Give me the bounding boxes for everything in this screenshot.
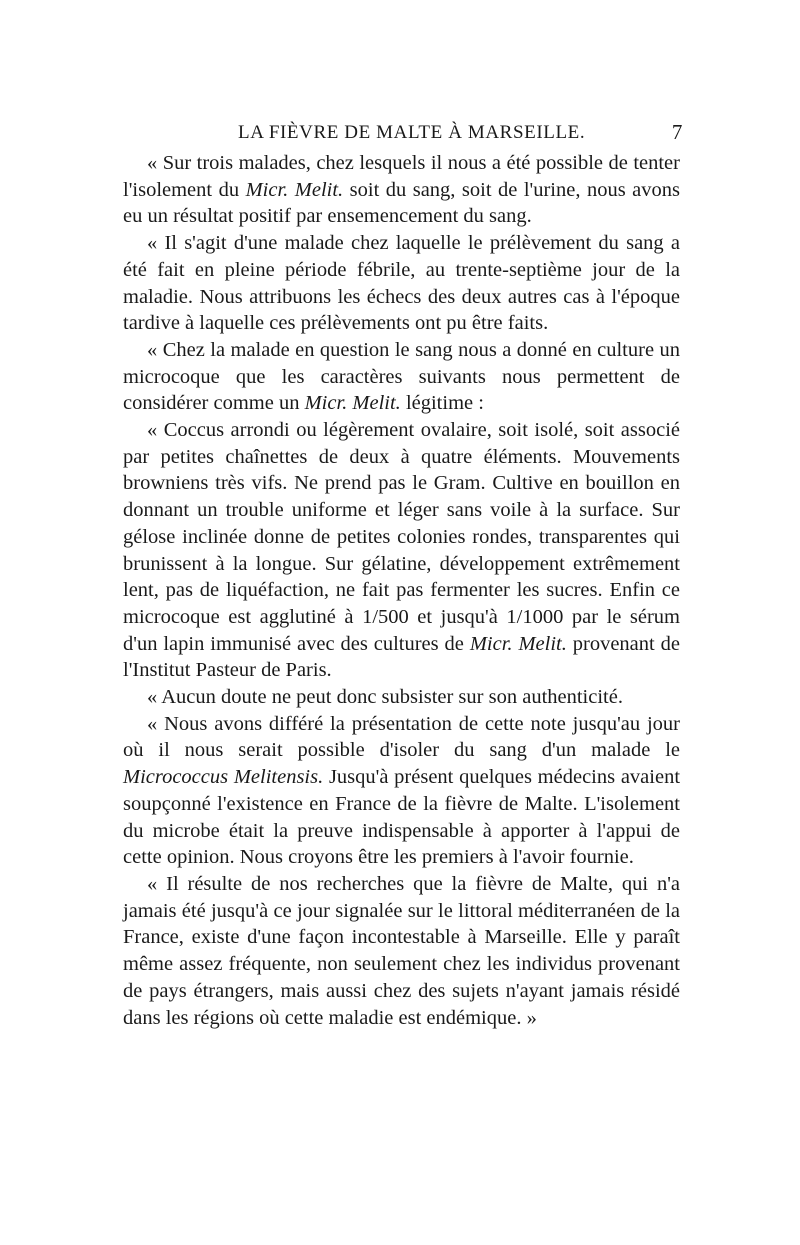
paragraph-4 xyxy=(123,417,680,684)
paragraph-4-text-b: provenant de l'Institut Pasteur de Paris. xyxy=(123,632,680,682)
paragraph-6-text-a: « Nous avons différé la présentation de cette note jusqu'au jour où il nous serait possible d'isoler du sang d'un malade le xyxy=(123,712,680,762)
running-title: LA FIÈVRE DE MALTE À MARSEILLE. xyxy=(238,122,586,143)
paragraph-1-text-a: « Sur trois malades, chez lesquels il nous a été possible de tenter l'isolement du xyxy=(123,152,680,201)
paragraph-6-species-name: Micrococcus Melitensis. xyxy=(123,766,324,789)
paragraph-3-species-name: Micr. Melit. xyxy=(304,392,401,415)
paragraph-4-text-a: « Coccus arrondi ou légèrement ovalaire, soit isolé, soit associé par petites chaînettes de deux à quatre éléments. Mouvements browniens très vifs. Ne prend pas le Gram. Cultive en bouillon en donnant un trouble uniforme et léger sans voile à la surface. Sur gélose inclinée donne de petites colonies rondes, transparentes qui brunissent à la longue. Sur gélatine, développement extrêmement lent, pas de liquéfaction, ne fait pas fermenter les sucres. Enfin ce microcoque est agglutiné à 1/500 et jusqu'à 1/1000 par le sérum d'un lapin immunisé avec des cultures de xyxy=(123,419,680,655)
running-head xyxy=(118,118,683,148)
paragraph-3-text-a: « Chez la malade en question le sang nous a donné en culture un microcoque que les caractères suivants nous permettent de considérer comme un xyxy=(123,338,680,415)
paragraph-3 xyxy=(123,337,680,417)
paragraph-4-species-name: Micr. Melit. xyxy=(469,632,567,655)
page-number: 7 xyxy=(671,120,683,144)
paragraph-1-species-name: Micr. Melit. xyxy=(245,178,344,201)
paragraph-6-text-b: Jusqu'à présent quelques médecins avaient soupçonné l'existence en France de la fièvre de Malte. L'isolement du microbe était la preuve indispensable à apporter à l'appui de cette opinion. Nous croyons être les premiers à l'avoir fournie. xyxy=(123,766,681,869)
paragraph-7: « Il résulte de nos recherches que la fièvre de Malte, qui n'a jamais été jusqu'à ce jour signalée sur le littoral méditerranéen de la France, existe d'une façon incontestable à Marseille. Elle y paraît même assez fréquente, non seulement chez les individus provenant de pays étrangers, mais aussi chez des sujets n'ayant jamais résidé dans les régions où cette maladie est endémique. » xyxy=(123,872,680,1029)
paragraph-6 xyxy=(123,711,680,871)
paragraph-2: « Il s'agit d'une malade chez laquelle le prélèvement du sang a été fait en pleine période fébrile, au trente-septième jour de la maladie. Nous attribuons les échecs des deux autres cas à l'époque tardive à laquelle ces prélèvements ont pu être faits. xyxy=(123,232,680,335)
paragraph-3-text-b: légitime : xyxy=(400,392,484,415)
body-text xyxy=(123,150,680,1031)
paragraph-5: « Aucun doute ne peut donc subsister sur son authenticité. xyxy=(147,686,623,709)
paragraph-1 xyxy=(123,150,680,230)
paragraph-1-text-b: soit du sang, soit de l'urine, nous avons eu un résultat positif par ensemencement du sang. xyxy=(123,178,680,228)
